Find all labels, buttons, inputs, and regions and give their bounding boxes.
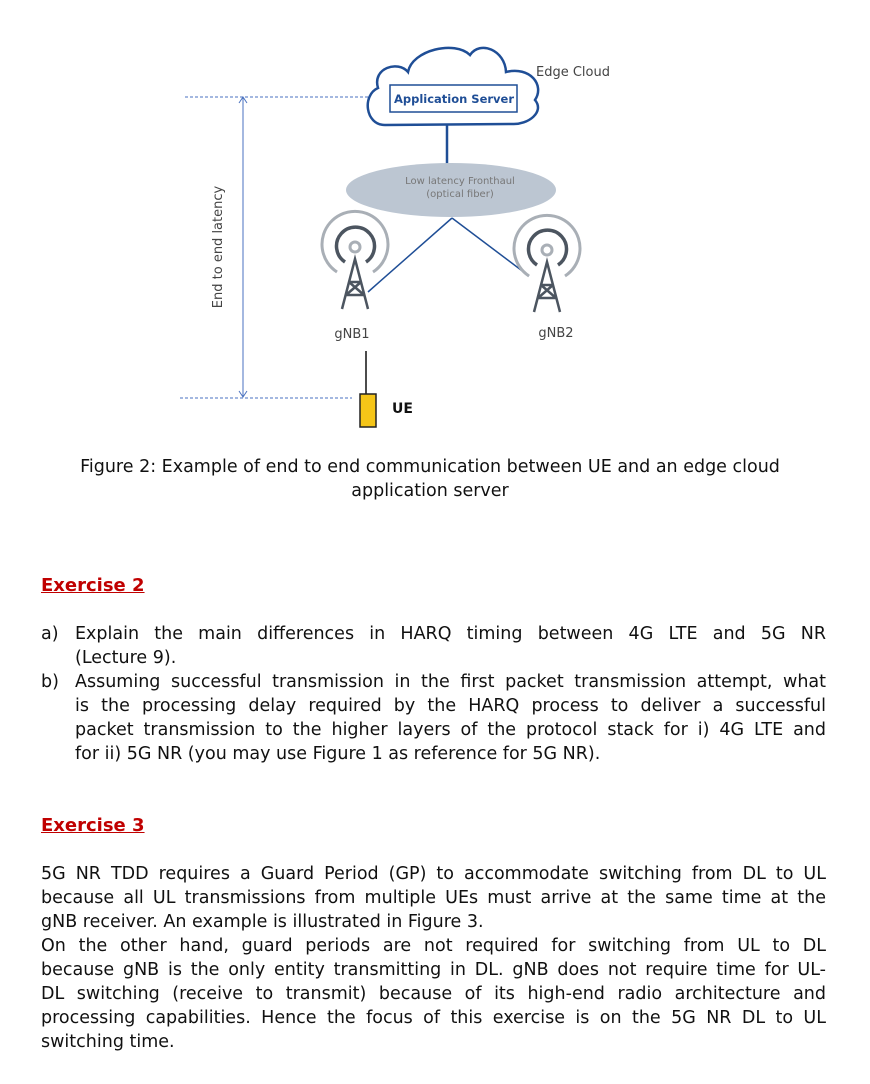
caption-line-2: application server [351,481,509,501]
paragraph-line: because all UL transmissions from multiple UEs must arrive at the same time at the [41,888,826,908]
exercise-3-paragraph [41,862,826,1054]
gnb1-tower-icon [322,211,388,309]
fronthaul-label-2: (optical fiber) [426,189,494,200]
edge-cloud-label: Edge Cloud [536,65,610,80]
paragraph-line: 5G NR TDD requires a Guard Period (GP) to accommodate switching from DL to UL [41,864,826,884]
figure-caption [40,455,820,503]
latency-arrow [239,97,247,397]
end-to-end-figure [0,0,870,450]
paragraph-line: switching time. [41,1032,175,1052]
exercise-2-item-b [41,670,826,766]
item-line: Assuming successful transmission in the first packet transmission attempt, what [75,672,826,692]
fronthaul-label-1: Low latency Fronthaul [405,176,515,187]
paragraph-line: DL switching (receive to transmit) because of its high-end radio architecture and [41,984,826,1004]
paragraph-line: processing capabilities. Hence the focus of this exercise is on the 5G NR DL to UL [41,1008,826,1028]
gnb2-label: gNB2 [538,326,574,341]
latency-label: End to end latency [211,185,226,309]
ue-label: UE [392,401,413,417]
item-line: is the processing delay required by the HARQ process to deliver a successful [75,696,826,716]
paragraph-line: because gNB is the only entity transmitting in DL. gNB does not require time for UL- [41,960,826,980]
item-label: a) [41,624,59,644]
item-line: for ii) 5G NR (you may use Figure 1 as reference for 5G NR). [75,744,601,764]
exercise-2-heading: Exercise 2 [41,575,145,596]
application-server-label: Application Server [393,92,515,106]
item-line: packet transmission to the higher layers of the protocol stack for i) 4G LTE and [75,720,826,740]
item-line: Explain the main differences in HARQ timing between 4G LTE and 5G NR [75,624,826,644]
exercise-3-heading: Exercise 3 [41,815,145,836]
ue-device-icon [360,394,376,427]
gnb1-link [368,218,452,292]
item-line: (Lecture 9). [75,648,177,668]
gnb2-link [452,218,529,276]
exercise-2-list [41,622,826,766]
gnb2-tower-icon [514,215,580,312]
exercise-2-item-a [41,622,826,670]
item-label: b) [41,672,59,692]
paragraph-line: gNB receiver. An example is illustrated in Figure 3. [41,912,484,932]
paragraph-line: On the other hand, guard periods are not required for switching from UL to DL [41,936,826,956]
caption-line-1: Figure 2: Example of end to end communication between UE and an edge cloud [80,457,780,477]
gnb1-label: gNB1 [334,327,370,342]
